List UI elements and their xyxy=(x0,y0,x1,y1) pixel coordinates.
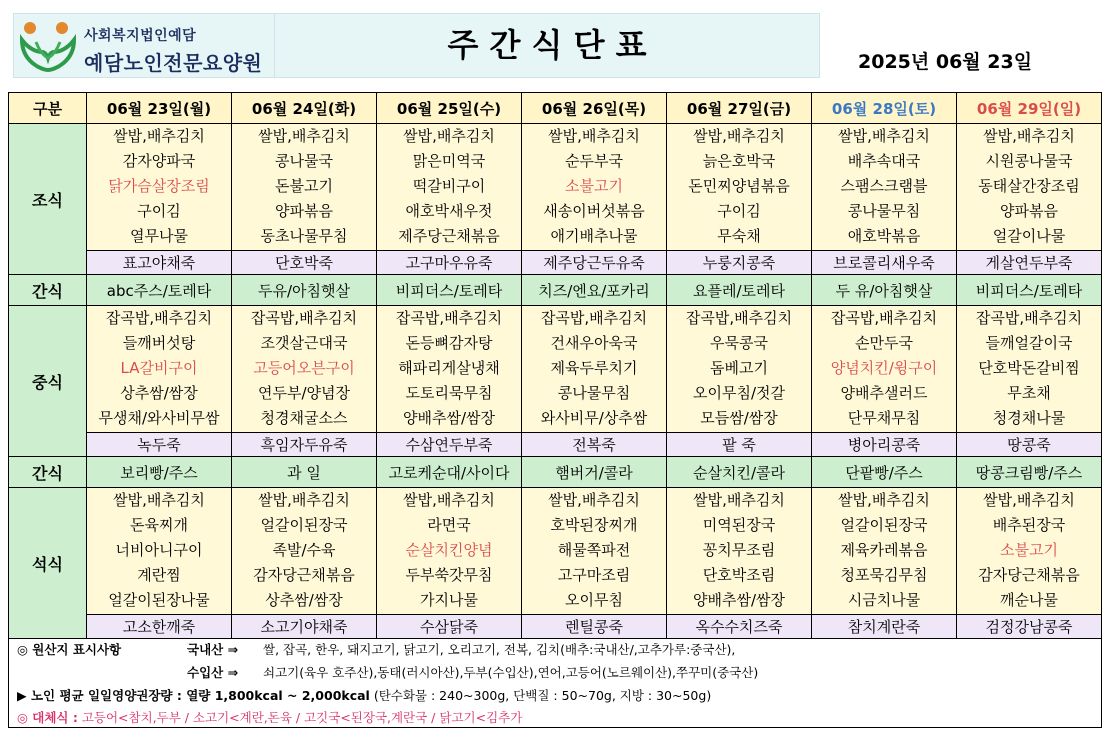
menu-item: 쌀밥,배추김치 xyxy=(838,491,930,509)
snack-cell: 햄버거/콜라 xyxy=(522,457,667,488)
menu-item: 고등어오븐구이 xyxy=(253,359,355,377)
snack_am-row xyxy=(9,275,1102,306)
snack-cell: 치즈/엔요/포카리 xyxy=(522,275,667,306)
menu-item: 제주당근채볶음 xyxy=(398,227,500,245)
day-header: 06월 29일(일) xyxy=(957,93,1102,124)
menu-item: 잡곡밥,배추김치 xyxy=(685,309,793,327)
menu-item: 청포묵김무침 xyxy=(840,566,928,584)
menu-item: 쌀밥,배추김치 xyxy=(113,127,205,145)
dinner-day-cell xyxy=(812,488,957,615)
dinner-day-cell xyxy=(377,488,522,615)
menu-item: 잡곡밥,배추김치 xyxy=(830,309,938,327)
menu-item: 단호박돈갈비찜 xyxy=(978,359,1080,377)
snack-cell: 보리빵/주스 xyxy=(87,457,232,488)
menu-item: 청경채굴소스 xyxy=(260,409,348,427)
menu-item: 돈육찌개 xyxy=(130,516,188,534)
menu-item: 애호박볶음 xyxy=(847,227,921,245)
snack-cell: 순살치킨/콜라 xyxy=(667,457,812,488)
dinner-porridge-row xyxy=(9,615,1102,639)
menu-item: 들깨얼갈이국 xyxy=(985,334,1073,352)
lunch-porridge-row xyxy=(9,433,1102,457)
lunch-label: 중식 xyxy=(9,306,87,457)
porridge-cell: 누룽지콩죽 xyxy=(667,251,812,275)
footer-notes xyxy=(8,636,1102,728)
porridge-cell: 고소한깨죽 xyxy=(87,615,232,639)
import-label: 수입산 ⇒ xyxy=(187,665,239,680)
dinner-day-cell xyxy=(232,488,377,615)
lunch-row xyxy=(9,306,1102,433)
menu-item: 돈민찌양념볶음 xyxy=(688,177,790,195)
menu-item: 해파리게살냉채 xyxy=(398,359,500,377)
breakfast-label: 조식 xyxy=(9,124,87,275)
menu-item: 쌀밥,배추김치 xyxy=(403,491,495,509)
menu-item: 콩나물국 xyxy=(275,152,333,170)
porridge-cell: 병아리콩죽 xyxy=(812,433,957,457)
menu-item: 쌀밥,배추김치 xyxy=(258,127,350,145)
menu-item: 상추쌈/쌈장 xyxy=(265,591,343,609)
menu-item: 무초채 xyxy=(1007,384,1051,402)
day-header: 06월 23일(월) xyxy=(87,93,232,124)
breakfast-porridge-row xyxy=(9,251,1102,275)
menu-item: 건새우아욱국 xyxy=(550,334,638,352)
day-header: 06월 26일(목) xyxy=(522,93,667,124)
weekly-menu-table xyxy=(8,92,1102,639)
domestic-origin-text: 쌀, 잡곡, 한우, 돼지고기, 닭고기, 오리고기, 전복, 김치(배추:국내산/,고추가루:중국산), xyxy=(263,642,736,657)
header-row xyxy=(9,93,1102,124)
snack-label: 간식 xyxy=(9,275,87,306)
snack-cell: 두 유/아침햇살 xyxy=(812,275,957,306)
menu-item: 구이김 xyxy=(137,202,181,220)
menu-item: 닭가슴살장조림 xyxy=(108,177,210,195)
menu-item: 양배추쌈/쌈장 xyxy=(693,591,785,609)
porridge-cell: 단호박죽 xyxy=(232,251,377,275)
menu-item: 배추속대국 xyxy=(847,152,921,170)
menu-item: 손만두국 xyxy=(855,334,913,352)
menu-item: 구이김 xyxy=(717,202,761,220)
porridge-cell: 표고야채죽 xyxy=(87,251,232,275)
menu-item: 늙은호박국 xyxy=(702,152,776,170)
menu-item: 양념치킨/윙구이 xyxy=(830,359,938,377)
lunch-day-cell xyxy=(522,306,667,433)
menu-item: 두부쑥갓무침 xyxy=(405,566,493,584)
breakfast-row xyxy=(9,124,1102,251)
menu-item: 쌀밥,배추김치 xyxy=(983,491,1075,509)
menu-item: 떡갈비구이 xyxy=(412,177,486,195)
snack-cell: 단팥빵/주스 xyxy=(812,457,957,488)
snack-cell: 두유/아침햇살 xyxy=(232,275,377,306)
menu-item: 감자양파국 xyxy=(122,152,196,170)
menu-item: 돔베고기 xyxy=(710,359,768,377)
breakfast-day-cell xyxy=(667,124,812,251)
nutrition-line xyxy=(17,686,711,704)
menu-item: 계란찜 xyxy=(137,566,181,584)
menu-item: LA갈비구이 xyxy=(120,359,198,377)
menu-item: 족발/수육 xyxy=(272,541,336,559)
menu-item: 애호박새우젓 xyxy=(405,202,493,220)
menu-date: 2025년 06월 23일 xyxy=(858,51,1033,73)
menu-item: 깨순나물 xyxy=(1000,591,1058,609)
snack-cell: 요플레/토레타 xyxy=(667,275,812,306)
porridge-cell: 참치계란죽 xyxy=(812,615,957,639)
menu-item: 시원콩나물국 xyxy=(985,152,1073,170)
menu-item: 해물쪽파전 xyxy=(557,541,631,559)
menu-item: 양배추샐러드 xyxy=(840,384,928,402)
menu-item: 새송이버섯볶음 xyxy=(543,202,645,220)
menu-item: 무생채/와사비무쌈 xyxy=(98,409,220,427)
menu-item: 콩나물무침 xyxy=(847,202,921,220)
menu-item: 잡곡밥,배추김치 xyxy=(540,309,648,327)
menu-item: 시금치나물 xyxy=(847,591,921,609)
menu-item: 쌀밥,배추김치 xyxy=(983,127,1075,145)
porridge-cell: 수삼연두부죽 xyxy=(377,433,522,457)
menu-item: 들깨버섯탕 xyxy=(122,334,196,352)
menu-item: 제육두루치기 xyxy=(550,359,638,377)
dinner-day-cell xyxy=(667,488,812,615)
day-header: 06월 24일(화) xyxy=(232,93,377,124)
day-header: 06월 27일(금) xyxy=(667,93,812,124)
porridge-cell: 흑임자두유죽 xyxy=(232,433,377,457)
substitute-line xyxy=(17,708,522,726)
menu-item: 제육카레볶음 xyxy=(840,541,928,559)
menu-item: 양파볶음 xyxy=(1000,202,1058,220)
menu-item: 단무채무침 xyxy=(847,409,921,427)
porridge-cell: 렌틸콩죽 xyxy=(522,615,667,639)
menu-item: 조갯살근대국 xyxy=(260,334,348,352)
porridge-cell: 녹두죽 xyxy=(87,433,232,457)
porridge-cell: 검정강남콩죽 xyxy=(957,615,1102,639)
menu-item: 얼갈이나물 xyxy=(992,227,1066,245)
corner-cell: 구분 xyxy=(9,93,87,124)
menu-item: 감자당근채볶음 xyxy=(978,566,1080,584)
breakfast-day-cell xyxy=(87,124,232,251)
menu-item: 돈등뼈감자탕 xyxy=(405,334,493,352)
breakfast-day-cell xyxy=(812,124,957,251)
menu-item: 감자당근채볶음 xyxy=(253,566,355,584)
menu-item: 너비아니구이 xyxy=(115,541,203,559)
menu-item: 스팸스크램블 xyxy=(840,177,928,195)
menu-item: 가지나물 xyxy=(420,591,478,609)
breakfast-day-cell xyxy=(232,124,377,251)
dinner-day-cell xyxy=(87,488,232,615)
menu-item: 소불고기 xyxy=(565,177,623,195)
menu-item: 잡곡밥,배추김치 xyxy=(250,309,358,327)
menu-item: 순살치킨양념 xyxy=(405,541,493,559)
menu-item: 배추된장국 xyxy=(992,516,1066,534)
menu-item: 쌀밥,배추김치 xyxy=(838,127,930,145)
menu-item: 쌀밥,배추김치 xyxy=(693,491,785,509)
menu-item: 무숙채 xyxy=(717,227,761,245)
menu-item: 상추쌈/쌈장 xyxy=(120,384,198,402)
nutrition-detail: (탄수화물 : 240~300g, 단백질 : 50~70g, 지방 : 30~50g) xyxy=(373,688,712,703)
lunch-day-cell xyxy=(812,306,957,433)
snack-cell: 고로케순대/사이다 xyxy=(377,457,522,488)
porridge-cell: 땅콩죽 xyxy=(957,433,1102,457)
menu-item: 오이무침 xyxy=(565,591,623,609)
menu-item: 라면국 xyxy=(427,516,471,534)
porridge-cell: 소고기야채죽 xyxy=(232,615,377,639)
snack-cell: 땅콩크림빵/주스 xyxy=(957,457,1102,488)
dinner-row xyxy=(9,488,1102,615)
menu-item: 동초나물무침 xyxy=(260,227,348,245)
lunch-day-cell xyxy=(87,306,232,433)
menu-item: 소불고기 xyxy=(1000,541,1058,559)
menu-item: 쌀밥,배추김치 xyxy=(258,491,350,509)
menu-item: 열무나물 xyxy=(130,227,188,245)
snack-cell: 과 일 xyxy=(232,457,377,488)
snack-cell: 비피더스/토레타 xyxy=(377,275,522,306)
menu-item: 호박된장찌개 xyxy=(550,516,638,534)
snack-cell: abc주스/토레타 xyxy=(87,275,232,306)
snack-label: 간식 xyxy=(9,457,87,488)
porridge-cell: 고구마우유죽 xyxy=(377,251,522,275)
breakfast-day-cell xyxy=(522,124,667,251)
substitute-text: 고등어<참치,두부 / 소고기<계란,돈육 / 고깃국<된장국,계란국 / 닭고기<김추가 xyxy=(81,710,523,725)
breakfast-day-cell xyxy=(957,124,1102,251)
menu-item: 돈불고기 xyxy=(275,177,333,195)
page-title: 주 간 식 단 표 xyxy=(275,13,820,78)
menu-item: 동태살간장조림 xyxy=(978,177,1080,195)
menu-item: 쌀밥,배추김치 xyxy=(113,491,205,509)
porridge-cell: 옥수수치즈죽 xyxy=(667,615,812,639)
menu-item: 콩나물무침 xyxy=(557,384,631,402)
menu-item: 고구마조림 xyxy=(557,566,631,584)
menu-item: 연두부/양념장 xyxy=(258,384,350,402)
lunch-day-cell xyxy=(377,306,522,433)
porridge-cell: 전복죽 xyxy=(522,433,667,457)
menu-item: 오이무침/젓갈 xyxy=(693,384,785,402)
menu-item: 양배추쌈/쌈장 xyxy=(403,409,495,427)
day-header: 06월 28일(토) xyxy=(812,93,957,124)
menu-item: 양파볶음 xyxy=(275,202,333,220)
origin-title: ◎ 원산지 표시사항 xyxy=(17,642,122,657)
menu-item: 쌀밥,배추김치 xyxy=(693,127,785,145)
dinner-label: 석식 xyxy=(9,488,87,639)
substitute-title: ◎ 대체식 : xyxy=(17,710,78,725)
menu-item: 얼갈이된장국 xyxy=(260,516,348,534)
menu-item: 꽁치무조림 xyxy=(702,541,776,559)
lunch-day-cell xyxy=(957,306,1102,433)
porridge-cell: 게살연두부죽 xyxy=(957,251,1102,275)
import-origin-text: 쇠고기(육우 호주산),동태(러시아산),두부(수입산),연어,고등어(노르웨이산),쭈꾸미(중국산) xyxy=(263,665,759,680)
lunch-day-cell xyxy=(232,306,377,433)
porridge-cell: 제주당근두유죽 xyxy=(522,251,667,275)
breakfast-day-cell xyxy=(377,124,522,251)
menu-item: 모듬쌈/쌈장 xyxy=(700,409,778,427)
lunch-day-cell xyxy=(667,306,812,433)
domestic-label: 국내산 ⇒ xyxy=(187,642,239,657)
porridge-cell: 브로콜리새우죽 xyxy=(812,251,957,275)
menu-item: 쌀밥,배추김치 xyxy=(548,491,640,509)
org-name-line1: 사회복지법인예담 xyxy=(84,28,197,44)
snack_pm-row xyxy=(9,457,1102,488)
menu-item: 미역된장국 xyxy=(702,516,776,534)
menu-item: 쌀밥,배추김치 xyxy=(548,127,640,145)
menu-item: 잡곡밥,배추김치 xyxy=(105,309,213,327)
menu-item: 단호박조림 xyxy=(702,566,776,584)
org-name-line2: 예담노인전문요양원 xyxy=(84,51,263,75)
menu-item: 얼갈이된장나물 xyxy=(108,591,210,609)
day-header: 06월 25일(수) xyxy=(377,93,522,124)
logo-box xyxy=(13,13,275,78)
logo-icon xyxy=(18,18,80,74)
menu-item: 쌀밥,배추김치 xyxy=(403,127,495,145)
menu-item: 우묵콩국 xyxy=(710,334,768,352)
menu-item: 청경채나물 xyxy=(992,409,1066,427)
menu-item: 잡곡밥,배추김치 xyxy=(395,309,503,327)
menu-item: 도토리묵무침 xyxy=(405,384,493,402)
nutrition-bold: ▶ 노인 평균 일일영양권장량 : 열량 1,800kcal ~ 2,000kcal xyxy=(17,688,370,703)
menu-item: 와사비무/상추쌈 xyxy=(540,409,648,427)
dinner-day-cell xyxy=(957,488,1102,615)
dinner-day-cell xyxy=(522,488,667,615)
porridge-cell: 수삼닭죽 xyxy=(377,615,522,639)
menu-item: 맑은미역국 xyxy=(412,152,486,170)
menu-item: 순두부국 xyxy=(565,152,623,170)
menu-item: 얼갈이된장국 xyxy=(840,516,928,534)
porridge-cell: 팥 죽 xyxy=(667,433,812,457)
snack-cell: 비피더스/토레타 xyxy=(957,275,1102,306)
menu-item: 애기배추나물 xyxy=(550,227,638,245)
menu-item: 잡곡밥,배추김치 xyxy=(975,309,1083,327)
